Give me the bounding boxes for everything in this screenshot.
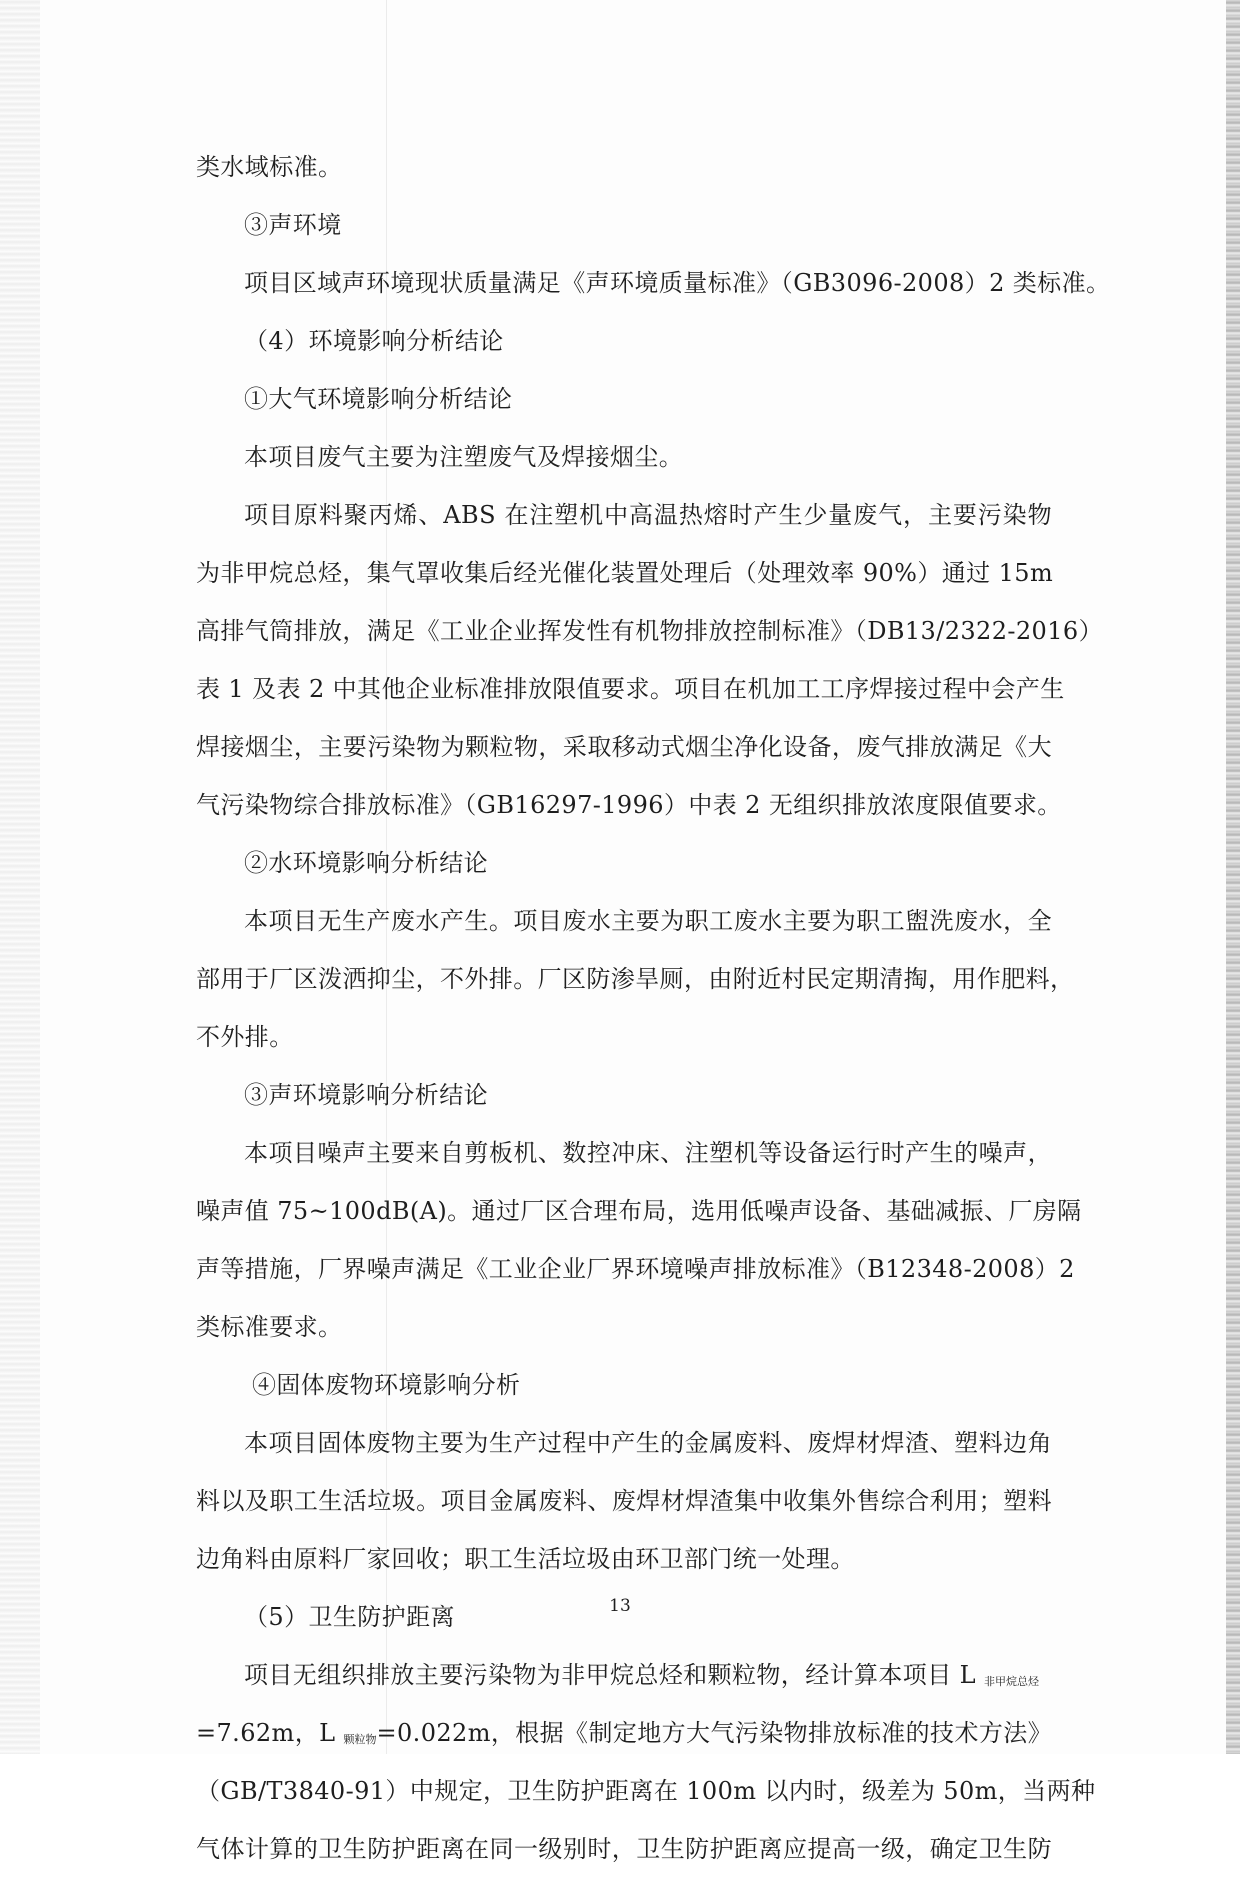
text-line: 不外排。 — [196, 1023, 294, 1051]
document-body — [196, 138, 1111, 1878]
text-line: 表 1 及表 2 中其他企业标准排放限值要求。项目在机加工工序焊接过程中会产生 — [196, 675, 1065, 703]
text-line: 部用于厂区泼洒抑尘，不外排。厂区防渗旱厕，由附近村民定期清掏，用作肥料， — [196, 965, 1075, 993]
text-line: 噪声值 75~100dB(A)。通过厂区合理布局，选用低噪声设备、基础减振、厂房隔 — [196, 1197, 1082, 1225]
section-heading-solid-waste: ④固体废物环境影响分析 — [252, 1371, 521, 1399]
scan-left-edge — [0, 0, 40, 1754]
text-line: （GB/T3840-91）中规定，卫生防护距离在 100m 以内时，级差为 50m，当两种 — [196, 1777, 1096, 1805]
text-line: 焊接烟尘，主要污染物为颗粒物，采取移动式烟尘净化设备，废气排放满足《大 — [196, 733, 1052, 761]
section-heading-impact-conclusion: （4）环境影响分析结论 — [244, 327, 504, 355]
section-heading-water: ②水环境影响分析结论 — [244, 849, 488, 877]
text-line: 项目区域声环境现状质量满足《声环境质量标准》（GB3096-2008）2 类标准。 — [244, 269, 1111, 297]
text-line: 本项目无生产废水产生。项目废水主要为职工废水主要为职工盥洗废水，全 — [244, 907, 1052, 935]
text-line: 本项目废气主要为注塑废气及焊接烟尘。 — [244, 443, 684, 471]
text-line: 边角料由原料厂家回收；职工生活垃圾由环卫部门统一处理。 — [196, 1545, 855, 1573]
text-line: 声等措施，厂界噪声满足《工业企业厂界环境噪声排放标准》（B12348-2008）2 — [196, 1255, 1075, 1283]
section-heading-noise: ③声环境影响分析结论 — [244, 1081, 488, 1109]
section-heading-hygiene-distance: （5）卫生防护距离 — [244, 1603, 455, 1631]
text-line: 气污染物综合排放标准》（GB16297-1996）中表 2 无组织排放浓度限值要求。 — [196, 791, 1062, 819]
text-run: =7.62m，L — [196, 1719, 336, 1747]
text-line-hygiene-2 — [196, 1704, 1052, 1762]
page-number: 13 — [609, 1596, 631, 1616]
subscript-particulate: 颗粒物 — [343, 1733, 377, 1746]
text-line: 为非甲烷总烃，集气罩收集后经光催化装置处理后（处理效率 90%）通过 15m — [196, 559, 1054, 587]
text-line: 类水域标准。 — [196, 153, 343, 181]
text-run: =0.022m，根据《制定地方大气污染物排放标准的技术方法》 — [376, 1719, 1053, 1747]
text-line: 项目原料聚丙烯、ABS 在注塑机中高温热熔时产生少量废气，主要污染物 — [244, 501, 1052, 529]
text-line: 料以及职工生活垃圾。项目金属废料、废焊材焊渣集中收集外售综合利用；塑料 — [196, 1487, 1052, 1515]
text-line-hygiene-1 — [196, 1646, 1052, 1704]
text-line: 本项目噪声主要来自剪板机、数控冲床、注塑机等设备运行时产生的噪声， — [244, 1139, 1052, 1167]
scan-right-edge — [1226, 0, 1240, 1754]
text-line: 高排气筒排放，满足《工业企业挥发性有机物排放控制标准》（DB13/2322-2016） — [196, 617, 1103, 645]
text-line: 类标准要求。 — [196, 1313, 343, 1341]
text-line: 气体计算的卫生防护距离在同一级别时，卫生防护距离应提高一级，确定卫生防 — [196, 1835, 1052, 1863]
text-line: 本项目固体废物主要为生产过程中产生的金属废料、废焊材焊渣、塑料边角 — [244, 1429, 1052, 1457]
subscript-nmhc: 非甲烷总烃 — [984, 1675, 1039, 1688]
section-heading-air: ①大气环境影响分析结论 — [244, 385, 513, 413]
text-run: 项目无组织排放主要污染物为非甲烷总烃和颗粒物，经计算本项目 L — [244, 1661, 976, 1689]
section-heading-sound-environment: ③声环境 — [244, 211, 342, 239]
